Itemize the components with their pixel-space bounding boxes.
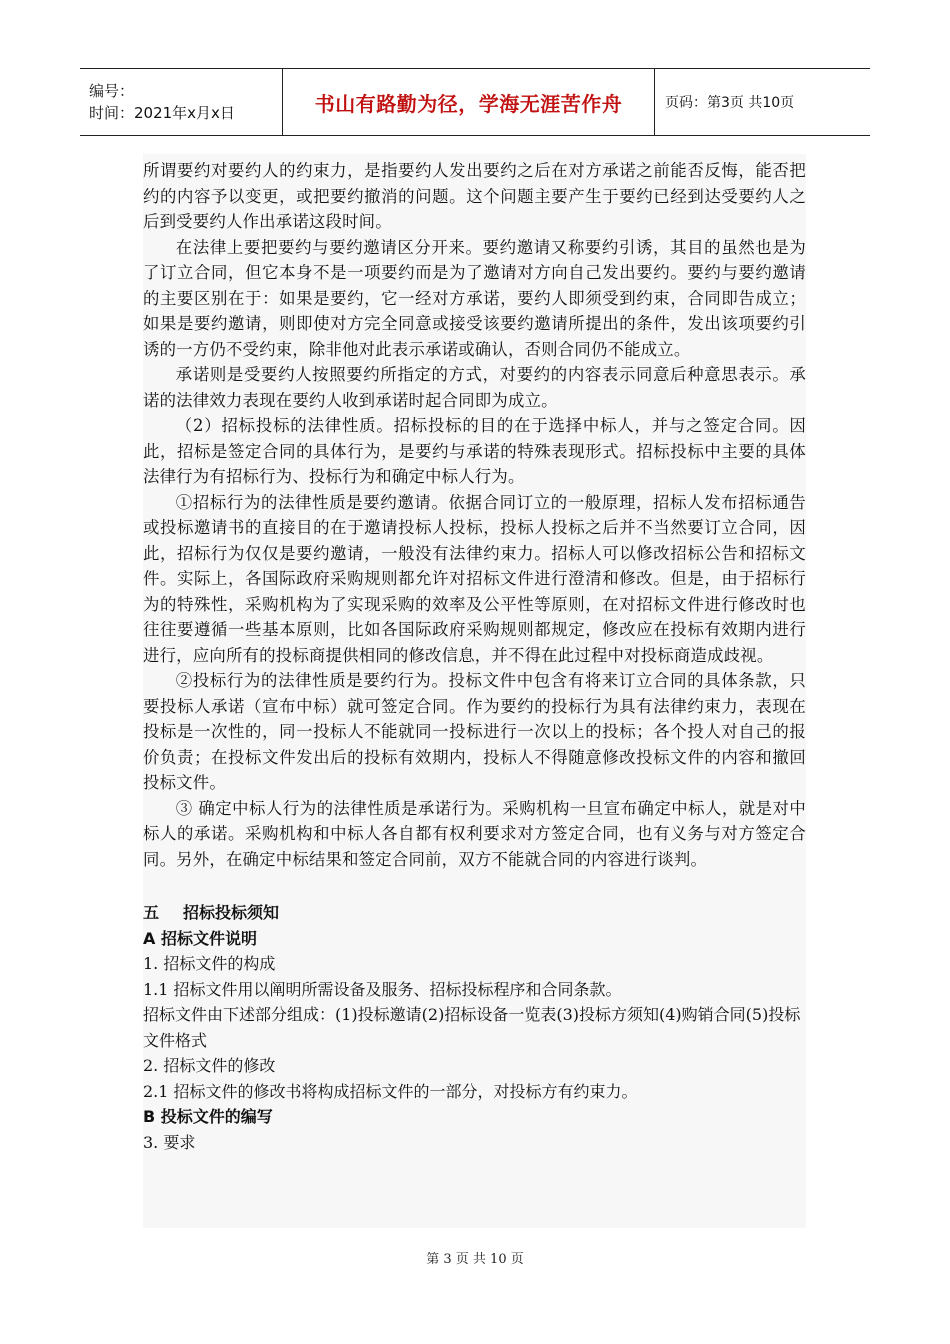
section-number: 五	[143, 903, 160, 922]
paragraph: ①招标行为的法律性质是要约邀请。依据合同订立的一般原理，招标人发布招标通告或投标邀请书的直接目的在于邀请投标人投标，投标人投标之后并不当然要订立合同，因此，招标行为仅仅是要约邀请，一般没有法律约束力。招标人可以修改招标公告和招标文件。实际上，各国际政府采购规则都允许对招标文件进行澄清和修改。但是，由于招标行为的特殊性，采购机构为了实现采购的效率及公平性等原则，在对招标文件进行修改时也往往要遵循一些基本原则，比如各国际政府采购规则都规定，修改应在投标有效期内进行进行，应向所有的投标商提供相同的修改信息，并不得在此过程中对投标商造成歧视。	[143, 492, 806, 665]
header-meta	[80, 69, 282, 135]
document-body	[143, 154, 806, 1228]
spacer	[143, 872, 806, 900]
paragraph: 承诺则是受要约人按照要约所指定的方式，对要约的内容表示同意后种意思表示。承诺的法律效力表现在要约人收到承诺时起合同即为成立。	[143, 365, 806, 410]
section-title: 招标投标须知	[183, 903, 280, 922]
header-page-cell	[655, 69, 870, 135]
doc-number: 编号：	[89, 82, 135, 100]
list-item: 招标文件由下述部分组成：(1)投标邀请(2)招标设备一览表(3)投标方须知(4)购销合同(5)投标文件格式	[143, 1005, 801, 1050]
subsection-heading-a: A 招标文件说明	[143, 928, 257, 948]
paragraph: 在法律上要把要约与要约邀请区分开来。要约邀请又称要约引诱，其目的虽然也是为了订立合同，但它本身不是一项要约而是为了邀请对方向自己发出要约。要约与要约邀请的主要区别在于：如果是要约，它一经对方承诺，要约人即须受到约束，合同即告成立；如果是要约邀请，则即使对方完全同意或接受该要约邀请所提出的条件，发出该项要约引诱的一方仍不受约束，除非他对此表示承诺或确认，否则合同仍不能成立。	[143, 237, 806, 359]
header-motto-cell	[282, 69, 655, 135]
paragraph: （2）招标投标的法律性质。招标投标的目的在于选择中标人，并与之签定合同。因此，招标是签定合同的具体行为，是要约与承诺的特殊表现形式。招标投标中主要的具体法律行为有招标行为、投标行为和确定中标人行为。	[143, 416, 806, 486]
list-item: 1.1 招标文件用以阐明所需设备及服务、招标投标程序和合同条款。	[143, 979, 622, 999]
header-motto: 书山有路勤为径，学海无涯苦作舟	[314, 91, 623, 116]
paragraph: ③ 确定中标人行为的法律性质是承诺行为。采购机构一旦宣布确定中标人，就是对中标人的承诺。采购机构和中标人各自都有权利要求对方签定合同，也有义务与对方签定合同。另外，在确定中标结果和签定合同前，双方不能就合同的内容进行谈判。	[143, 798, 806, 869]
list-item: 1. 招标文件的构成	[143, 954, 276, 973]
doc-date: 时间：2021年x月x日	[89, 104, 235, 122]
paragraph: 所谓要约对要约人的约束力，是指要约人发出要约之后在对方承诺之前能否反悔，能否把约的内容予以变更，或把要约撤消的问题。这个问题主要产生于要约已经到达受要约人之后到受要约人作出承诺这段时间。	[143, 161, 806, 231]
paragraph: ②投标行为的法律性质是要约行为。投标文件中包含有将来订立合同的具体条款，只要投标人承诺（宣布中标）就可签定合同。作为要约的投标行为具有法律约束力，表现在投标是一次性的，同一投标人不能就同一投标进行一次以上的投标；各个投人对自己的报价负责；在投标文件发出后的投标有效期内，投标人不得随意修改投标文件的内容和撤回投标文件。	[143, 671, 806, 792]
header-page-label: 页码：第3页 共10页	[665, 95, 795, 111]
page-header	[80, 68, 870, 136]
list-item: 3. 要求	[143, 1132, 196, 1152]
subsection-heading-b: B 投标文件的编写	[143, 1107, 273, 1126]
section-heading	[143, 900, 806, 926]
page-footer: 第 3 页 共 10 页	[426, 1252, 524, 1267]
list-item: 2.1 招标文件的修改书将构成招标文件的一部分，对投标方有约束力。	[143, 1081, 638, 1101]
list-item: 2. 招标文件的修改	[143, 1056, 276, 1075]
